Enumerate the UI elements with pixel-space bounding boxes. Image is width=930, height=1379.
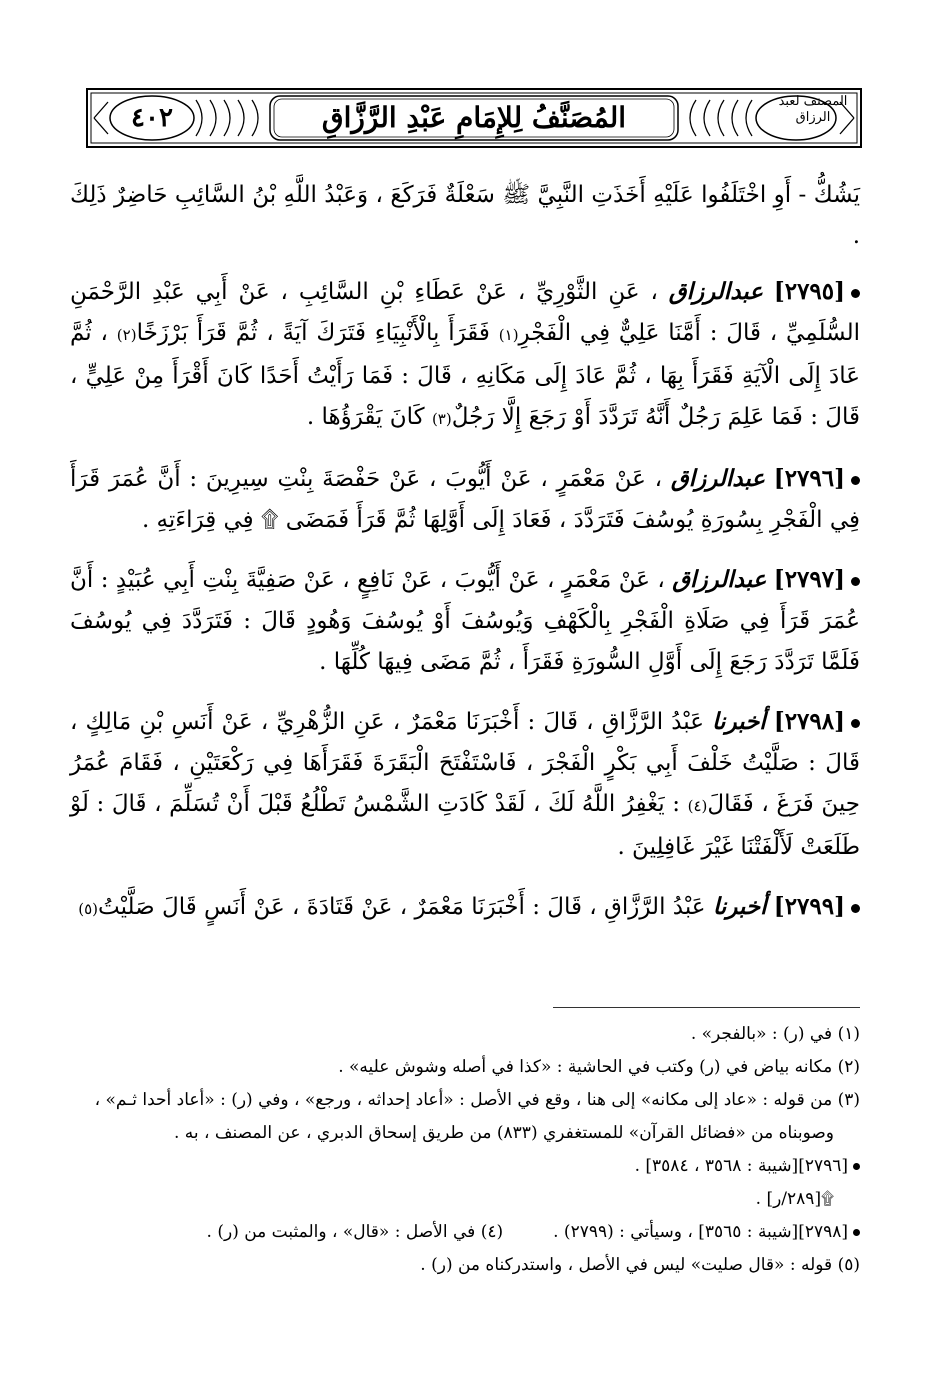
narrator: عبدالرزاق (670, 465, 766, 492)
hadith-number: [٢٧٩٩] (773, 893, 845, 920)
hadith-text: : يَغْفِرُ اللَّهُ لَكَ ، لَقَدْ كَادَتِ الشَّمْسُ تَطْلُعُ قَبْلَ أَنْ تُسَلِّمَ ، قَالَ : لَوْ طَلَعَتْ لَأَلْفَتْنَا غَيْرَ غَافِلِينَ . (70, 791, 860, 860)
footnote-source-row (70, 1216, 860, 1249)
hadith-number: [٢٧٩٨] (773, 708, 846, 735)
bullet-icon (851, 904, 860, 913)
hadith-text: عَبْدُ الرَّزَّاقِ ، قَالَ : أَخْبَرَنَا مَعْمَرٌ ، عَنِ الزُّهْرِيِّ ، عَنْ أَنَسِ بْنِ مَالِكٍ ، قَالَ : صَلَّيْتُ خَلْفَ أَبِي بَكْرٍ الْفَجْرَ ، فَاسْتَفْتَحَ الْبَقَرَةَ فَقَرَأَهَا فِي رَكْعَتَيْنِ ، فَقَامَ عُمَرُ حِينَ فَرَغَ ، فَقَالَ (70, 709, 861, 817)
hadith-number: [٢٧٩٧] (773, 566, 845, 593)
bullet-icon (851, 289, 860, 298)
footnote: [٢٧٩٨][شيبة : ٣٥٦٥] ، وسيأتي : (٢٧٩٩) . (553, 1222, 848, 1242)
footnote: ۩[٢٨٩/ر] . (755, 1189, 834, 1209)
hadith-number: [٢٧٩٦] (773, 465, 845, 492)
footnote-divider (553, 1007, 860, 1008)
narrator: عبدالرزاق (668, 278, 763, 305)
bullet-icon (851, 577, 860, 586)
narrator: عبدالرزاق (672, 566, 767, 593)
footnote: (٤) في الأصل : «قال» ، والمثبت من (ر) . (206, 1222, 504, 1242)
footnotes (70, 1018, 860, 1282)
hadith-text: عَبْدُ الرَّزَّاقِ ، قَالَ : أَخْبَرَنَا مَعْمَرٌ ، عَنْ قَتَادَةَ ، عَنْ أَنَسٍ قَالَ صَلَّيْتُ (98, 894, 706, 920)
hadith-entry (70, 271, 860, 440)
main-text (70, 175, 860, 948)
hadith-entry (70, 701, 860, 868)
page-number: ٤٠٢ (131, 103, 173, 133)
hadith-text: ، عَنِ الثَّوْرِيِّ ، عَنْ عَطَاءِ بْنِ السَّائِبِ ، عَنْ أَبِي عَبْدِ الرَّحْمَنِ السُّلَمِيِّ ، قَالَ : أَمَّنَا عَلِيٌّ فِي الْفَجْرِ (70, 279, 861, 346)
hadith-entry (70, 559, 860, 683)
lead-paragraph: يَشُكُّ - أَوِ اخْتَلَفُوا عَلَيْهِ أَخَذَتِ النَّبِيَّ ﷺ سَعْلَةٌ فَرَكَعَ ، وَعَبْدُ اللَّهِ بْنُ السَّائِبِ حَاضِرٌ ذَلِكَ . (70, 182, 860, 249)
footnote-marker[interactable]: (٤) (687, 797, 708, 815)
footnote-source-row (70, 1150, 860, 1183)
hadith-text: فَقَرَأَ بِالْأَنْبِيَاءِ فَتَرَكَ آيَةً ، ثُمَّ قَرَأَ بَرْزَخًا (136, 320, 490, 346)
footnote: (١) في (ر) : «بالفجر» . (690, 1024, 860, 1044)
bullet-icon (851, 476, 860, 485)
hadith-text: ، ثُمَّ عَادَ إِلَى الْآيَةِ فَقَرَأَ بِهَا ، ثُمَّ عَادَ إِلَى مَكَانِهِ ، قَالَ : فَمَا رَأَيْتُ أَحَدًا كَانَ أَقْرَأَ مِنْ عَلِيٍّ ، قَالَ : فَمَا عَلِمَ رَجُلٌ أَنَّهُ تَرَدَّدَ أَوْ رَجَعَ إِلَّا رَجُلٌ (70, 320, 860, 430)
page-header (86, 88, 862, 148)
footnote-marker[interactable]: (٥) (78, 900, 98, 918)
hadith-text: كَانَ يَقْرَؤُهَا . (306, 404, 425, 430)
page-title: المُصَنَّفُ لِلإِمَامِ عَبْدِ الرَّزَّاقِ (321, 101, 627, 134)
bullet-icon (851, 719, 860, 728)
footnote-continuation: وصوبناه من «فضائل القرآن» للمستغفري (٨٣٣) من طريق إسحاق الدبري ، عن المصنف ، به . (173, 1123, 834, 1143)
narrator: أخبرنا (712, 708, 766, 735)
footnote: [٢٧٩٦][شيبة : ٣٥٦٨ ، ٣٥٨٤] . (634, 1156, 848, 1176)
hadith-text: ، عَنْ مَعْمَرٍ ، عَنْ أَيُّوبَ ، عَنْ حَفْصَةَ بِنْتِ سِيرِينَ : أَنَّ عُمَرَ قَرَأَ فِي الْفَجْرِ بِسُورَةِ يُوسُفَ فَتَرَدَّدَ ، فَعَادَ إِلَى أَوَّلِهَا ثُمَّ قَرَأَ فَمَضَى ۩ فِي قِرَاءَتِهِ . (70, 466, 860, 533)
hadith-entry (70, 458, 860, 541)
footnote: (٢) مكانه بياض في (ر) وكتب في الحاشية : «كذا في أصله وشوش عليه» . (338, 1057, 860, 1077)
footnote: (٥) قوله : «قال صليت» ليس في الأصل ، واستدركناه من (ر) . (420, 1255, 860, 1275)
footnote: (٣) من قوله : «عاد إلى مكانه» إلى هنا ، وقع في الأصل : «أعاد إحداثه ، ورجع» ، وفي (ر) : «أعاد أحدا ثـم» ، (94, 1090, 860, 1110)
footnote-marker[interactable]: (١) (498, 326, 519, 344)
footnote-marker[interactable]: (٢) (116, 326, 137, 344)
bullet-icon (853, 1163, 860, 1170)
hadith-number: [٢٧٩٥] (773, 278, 846, 305)
narrator: أخبرنا (712, 893, 767, 920)
book-logo: المصنف لعبد الرزاق (778, 94, 848, 125)
hadith-text: ، عَنْ مَعْمَرٍ ، عَنْ أَيُّوبَ ، عَنْ نَافِعٍ ، عَنْ صَفِيَّةَ بِنْتِ أَبِي عُبَيْدٍ : أَنَّ عُمَرَ قَرَأَ فِي صَلَاةِ الْفَجْرِ بِالْكَهْفِ وَيُوسُفَ أَوْ يُوسُفَ وَهُودٍ قَالَ : فَتَرَدَّدَ فِي يُوسُفَ فَلَمَّا تَرَدَّدَ رَجَعَ إِلَى أَوَّلِ السُّورَةِ فَقَرَأَ ، ثُمَّ مَضَى فِيهَا كُلِّهَا . (70, 567, 860, 675)
bullet-icon (853, 1229, 860, 1236)
hadith-entry (70, 886, 860, 930)
footnote-marker[interactable]: (٣) (431, 410, 452, 428)
